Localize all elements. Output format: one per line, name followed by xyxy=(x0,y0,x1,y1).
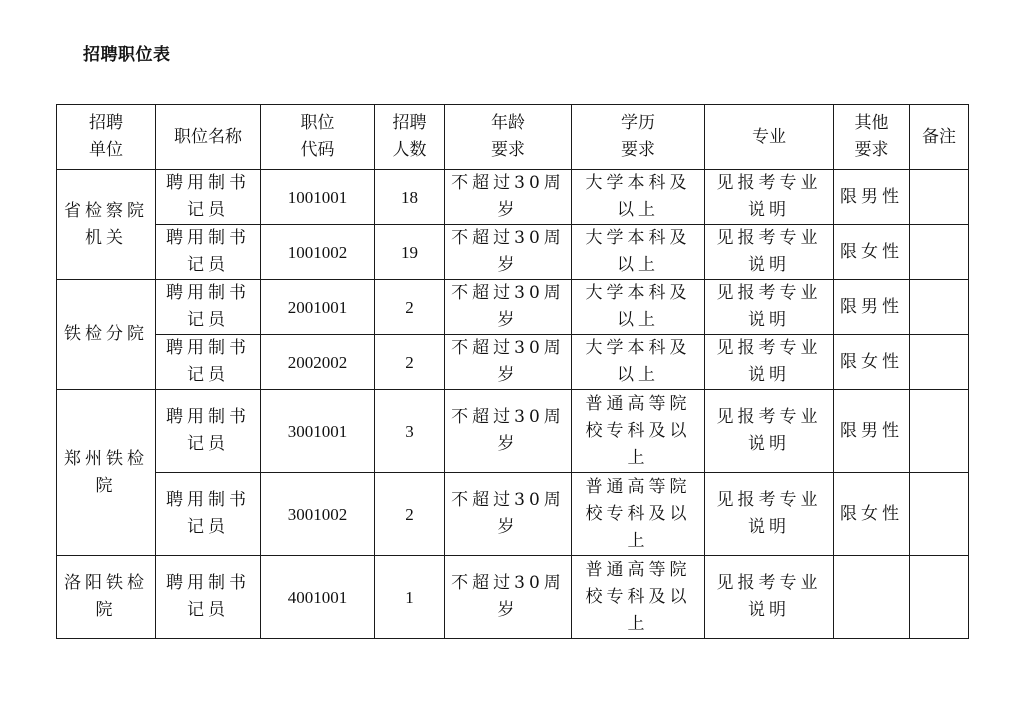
header-headcount: 招聘 人数 xyxy=(375,105,445,170)
note-cell xyxy=(910,225,969,280)
age-cell: 不超过30周岁 xyxy=(445,280,572,335)
header-other: 其他 要求 xyxy=(834,105,910,170)
count-cell: 2 xyxy=(375,280,445,335)
position-cell: 聘用制书记员 xyxy=(156,335,261,390)
code-cell: 3001001 xyxy=(261,390,375,473)
note-cell xyxy=(910,390,969,473)
other-cell: 限女性 xyxy=(834,473,910,556)
header-position-code: 职位 代码 xyxy=(261,105,375,170)
major-cell: 见报考专业说明 xyxy=(705,280,834,335)
education-cell: 大学本科及以上 xyxy=(572,280,705,335)
table-row xyxy=(57,280,969,335)
age-cell: 不超过30周岁 xyxy=(445,335,572,390)
table-row xyxy=(57,473,969,556)
major-cell: 见报考专业说明 xyxy=(705,473,834,556)
other-cell: 限男性 xyxy=(834,280,910,335)
education-cell: 普通高等院校专科及以上 xyxy=(572,390,705,473)
other-cell: 限男性 xyxy=(834,390,910,473)
age-cell: 不超过30周岁 xyxy=(445,225,572,280)
recruitment-table xyxy=(56,104,969,639)
code-cell: 4001001 xyxy=(261,556,375,639)
table-row xyxy=(57,335,969,390)
position-cell: 聘用制书记员 xyxy=(156,473,261,556)
education-cell: 普通高等院校专科及以上 xyxy=(572,473,705,556)
note-cell xyxy=(910,170,969,225)
header-education: 学历 要求 xyxy=(572,105,705,170)
note-cell xyxy=(910,556,969,639)
count-cell: 18 xyxy=(375,170,445,225)
education-cell: 大学本科及以上 xyxy=(572,225,705,280)
header-age: 年龄 要求 xyxy=(445,105,572,170)
major-cell: 见报考专业说明 xyxy=(705,170,834,225)
page-title: 招聘职位表 xyxy=(83,45,171,65)
header-position-name: 职位名称 xyxy=(156,105,261,170)
table-row xyxy=(57,225,969,280)
education-cell: 普通高等院校专科及以上 xyxy=(572,556,705,639)
table-row xyxy=(57,556,969,639)
age-cell: 不超过30周岁 xyxy=(445,390,572,473)
major-cell: 见报考专业说明 xyxy=(705,556,834,639)
major-cell: 见报考专业说明 xyxy=(705,335,834,390)
age-cell: 不超过30周岁 xyxy=(445,170,572,225)
education-cell: 大学本科及以上 xyxy=(572,170,705,225)
unit-cell: 郑州铁检院 xyxy=(57,390,156,556)
other-cell xyxy=(834,556,910,639)
note-cell xyxy=(910,280,969,335)
header-major: 专业 xyxy=(705,105,834,170)
unit-cell: 省检察院机关 xyxy=(57,170,156,280)
table-row xyxy=(57,390,969,473)
code-cell: 1001001 xyxy=(261,170,375,225)
count-cell: 19 xyxy=(375,225,445,280)
table-row xyxy=(57,170,969,225)
count-cell: 3 xyxy=(375,390,445,473)
count-cell: 1 xyxy=(375,556,445,639)
position-cell: 聘用制书记员 xyxy=(156,170,261,225)
unit-cell: 铁检分院 xyxy=(57,280,156,390)
header-row xyxy=(57,105,969,170)
code-cell: 1001002 xyxy=(261,225,375,280)
unit-cell: 洛阳铁检院 xyxy=(57,556,156,639)
count-cell: 2 xyxy=(375,335,445,390)
age-cell: 不超过30周岁 xyxy=(445,556,572,639)
position-cell: 聘用制书记员 xyxy=(156,390,261,473)
code-cell: 2001001 xyxy=(261,280,375,335)
major-cell: 见报考专业说明 xyxy=(705,390,834,473)
position-cell: 聘用制书记员 xyxy=(156,280,261,335)
position-cell: 聘用制书记员 xyxy=(156,225,261,280)
other-cell: 限女性 xyxy=(834,225,910,280)
note-cell xyxy=(910,335,969,390)
age-cell: 不超过30周岁 xyxy=(445,473,572,556)
code-cell: 2002002 xyxy=(261,335,375,390)
position-cell: 聘用制书记员 xyxy=(156,556,261,639)
count-cell: 2 xyxy=(375,473,445,556)
code-cell: 3001002 xyxy=(261,473,375,556)
header-note: 备注 xyxy=(910,105,969,170)
other-cell: 限男性 xyxy=(834,170,910,225)
other-cell: 限女性 xyxy=(834,335,910,390)
note-cell xyxy=(910,473,969,556)
header-unit: 招聘 单位 xyxy=(57,105,156,170)
education-cell: 大学本科及以上 xyxy=(572,335,705,390)
major-cell: 见报考专业说明 xyxy=(705,225,834,280)
